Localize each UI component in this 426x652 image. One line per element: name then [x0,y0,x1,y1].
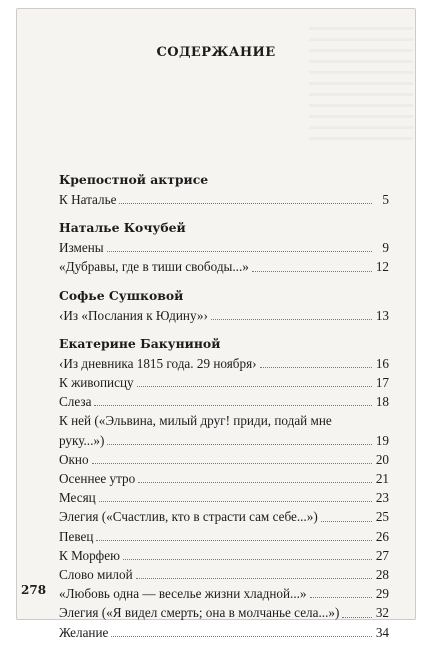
toc-entry [59,373,389,392]
entry-page-number: 5 [382,192,389,207]
dot-leader [138,482,372,483]
section-title: Крепостной актрисе [59,172,209,187]
entry-page-number: 28 [375,567,389,583]
entry-title: Элегия («Счастлив, кто в страсти сам себе...») [59,509,318,525]
toc-entry [59,190,389,209]
toc-heading: СОДЕРЖАНИЕ [156,45,276,60]
toc-entry [59,306,389,325]
toc-entry [59,469,389,488]
toc-entry [59,354,389,373]
dot-leader [107,444,372,445]
entry-title: «Дубравы, где в тиши свободы...» [59,259,249,275]
toc-entry [59,392,389,411]
entry-title: Элегия («Я видел смерть; она в молчанье села...») [59,605,340,621]
entry-page-number: 27 [375,547,389,563]
entry-page-number: 12 [375,259,389,275]
entry-title: руку...») [59,432,105,448]
entry-page-number: 13 [375,307,389,323]
entry-title: Певец [59,528,94,544]
entry-page-number: 16 [375,355,389,371]
toc-section [59,171,389,209]
toc-entry [59,431,389,450]
dot-leader [252,271,372,272]
toc-entry [59,546,389,565]
entry-page-number: 25 [375,509,389,525]
section-title: Софье Сушковой [59,287,184,303]
toc-entry [59,584,389,603]
table-of-contents [59,171,389,652]
entry-title: Слеза [59,394,92,410]
toc-entry [59,257,389,276]
entry-page-number: 17 [375,375,389,391]
entry-title: К Наталье [59,192,117,207]
entry-page-number: 20 [375,451,389,467]
page-number: 278 [21,583,47,597]
section-title: Екатерине Бакуниной [59,335,221,351]
entry-title: К Морфею [59,547,120,563]
entry-title: Желание [59,624,109,640]
toc-entry [59,623,389,642]
entry-title: ‹Из дневника 1815 года. 29 ноября› [59,355,257,371]
book-page [16,8,416,640]
entry-page-number: 21 [375,471,389,487]
dot-leader [99,501,372,502]
toc-section [59,287,389,325]
toc-section [59,219,389,276]
dot-leader [119,203,372,204]
toc-entry [59,238,389,257]
entry-title: «Любовь одна — веселье жизни хладной...» [59,586,307,602]
dot-leader [94,405,372,406]
entry-page-number: 32 [375,605,389,621]
toc-entry [59,411,389,430]
entry-page-number: 18 [375,394,389,410]
entry-title: Осеннее утро [59,471,136,487]
toc-entry [59,565,389,584]
entry-title: Месяц [59,490,96,506]
dot-leader [136,578,372,579]
dot-leader [310,597,372,598]
dot-leader [342,617,372,618]
dot-leader [321,521,372,522]
entry-title: Окно [59,451,89,467]
entry-title: К живописцу [59,375,134,391]
toc-entry [59,527,389,546]
entry-title: Слово милой [59,567,133,583]
dot-leader [111,636,372,637]
entry-page-number: 34 [375,624,389,640]
entry-title: Измены [59,240,104,256]
dot-leader [123,559,372,560]
section-title: Наталье Кочубей [59,220,186,236]
toc-section [59,335,389,642]
dot-leader [260,367,372,368]
entry-page-number: 26 [375,528,389,544]
toc-entry [59,450,389,469]
toc-entry [59,603,389,622]
dot-leader [96,540,372,541]
dot-leader [107,251,372,252]
entry-page-number: 9 [382,240,389,256]
entry-title: К ней («Эльвина, милый друг! приди, подай мне [59,413,332,429]
entry-title: ‹Из «Послания к Юдину»› [59,307,208,323]
toc-entry [59,507,389,526]
entry-page-number: 29 [375,586,389,602]
entry-page-number: 19 [375,432,389,448]
toc-entry [59,488,389,507]
dot-leader [92,463,372,464]
dot-leader [137,386,372,387]
dot-leader [211,319,372,320]
entry-page-number: 23 [375,490,389,506]
